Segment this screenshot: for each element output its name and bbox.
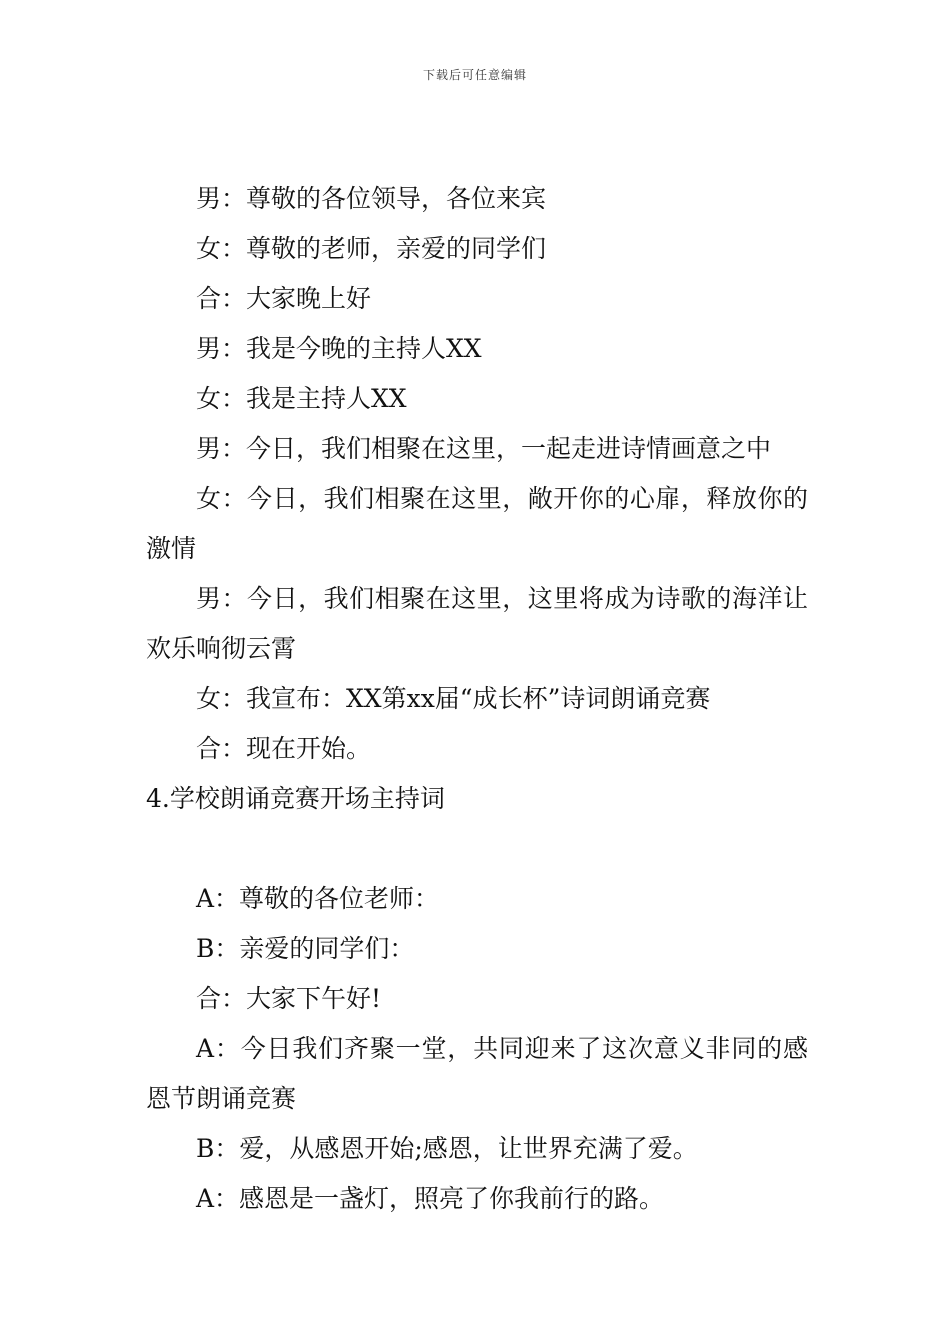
page-header: 下载后可任意编辑 <box>422 68 527 82</box>
dialogue-line: 男：今日，我们相聚在这里，这里将成为诗歌的海洋让欢乐响彻云霄 <box>146 584 808 663</box>
dialogue-line: A：感恩是一盏灯，照亮了你我前行的路。 <box>196 1184 665 1213</box>
dialogue-line: 男：尊敬的各位领导，各位来宾 <box>196 184 547 213</box>
dialogue-line: B：亲爱的同学们： <box>196 934 415 963</box>
dialogue-line: 女：我宣布：XX第xx届“成长杯”诗词朗诵竞赛 <box>196 684 711 713</box>
dialogue-line: 女：我是主持人XX <box>196 384 407 413</box>
dialogue-line: 合：大家下午好! <box>196 984 382 1013</box>
dialogue-line: B：爱，从感恩开始;感恩，让世界充满了爱。 <box>196 1134 698 1163</box>
section-heading: 4.学校朗诵竞赛开场主持词 <box>146 784 445 813</box>
spacer <box>146 824 808 874</box>
dialogue-line: 男：我是今晚的主持人XX <box>196 334 482 363</box>
document-body <box>146 174 808 1224</box>
dialogue-line: 女：今日，我们相聚在这里，敞开你的心扉，释放你的激情 <box>146 484 808 563</box>
dialogue-line: A：今日我们齐聚一堂，共同迎来了这次意义非同的感恩节朗诵竞赛 <box>146 1034 808 1113</box>
dialogue-line: 合：大家晚上好 <box>196 284 372 313</box>
dialogue-line: 合：现在开始。 <box>196 734 372 763</box>
dialogue-line: A：尊敬的各位老师： <box>196 884 440 913</box>
dialogue-line: 女：尊敬的老师，亲爱的同学们 <box>196 234 547 263</box>
dialogue-line: 男：今日，我们相聚在这里，一起走进诗情画意之中 <box>196 434 772 463</box>
